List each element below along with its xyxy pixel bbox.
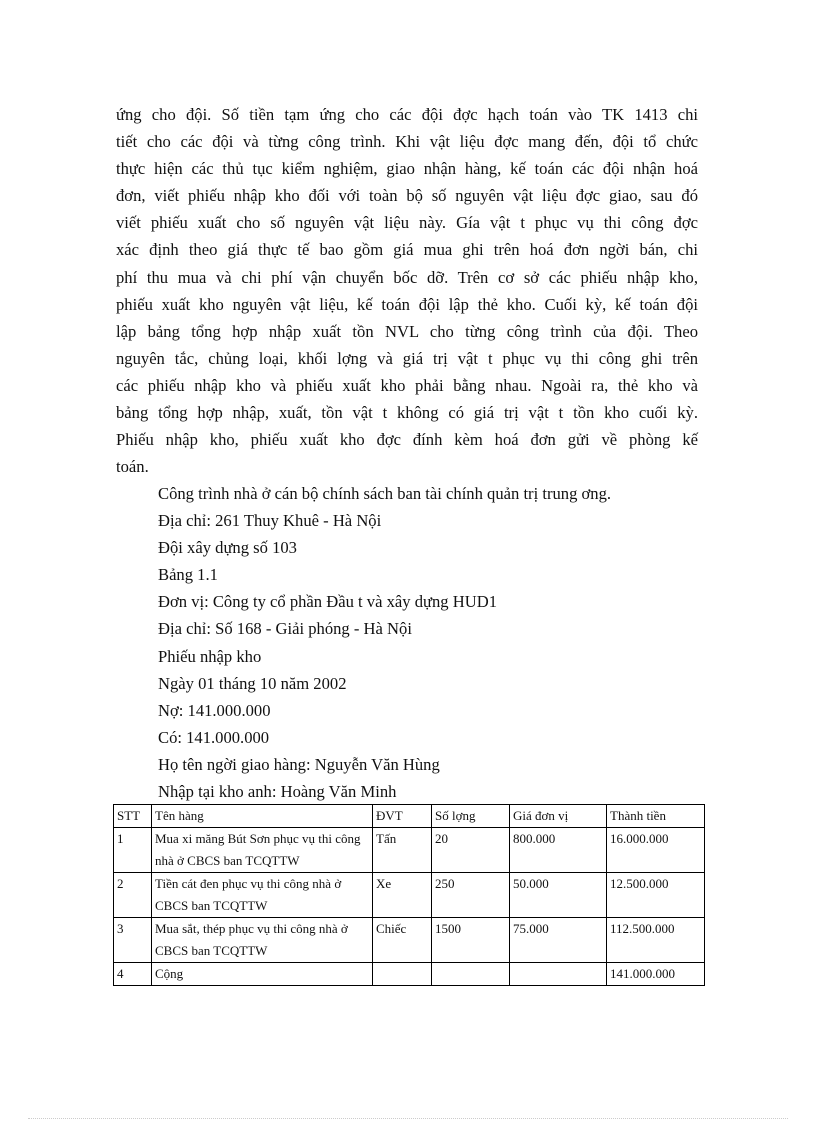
paragraph-line: phiếu xuất kho nguyên vật liệu, kế toán đội lập thẻ kho. Cuối kỳ, kế toán đội xyxy=(116,294,698,314)
table-header-row xyxy=(114,805,705,828)
cell-item-name: Cộng xyxy=(152,963,373,986)
credit-amount: Có: 141.000.000 xyxy=(158,727,270,747)
construction-team: Đội xây dựng số 103 xyxy=(158,538,297,558)
cell-amount: 12.500.000 xyxy=(607,873,705,918)
header-unit-price: Giá đơn vị xyxy=(510,805,607,828)
cell-quantity: 1500 xyxy=(432,918,510,963)
body-paragraph xyxy=(116,101,698,480)
paragraph-line: ứng cho đội. Số tiền tạm ứng cho các đội đợc hạch toán vào TK 1413 chi xyxy=(116,105,698,124)
paragraph-line: bảng tổng hợp nhập, xuất, tồn vật t không có giá trị vật t tồn kho cuối kỳ. xyxy=(116,403,698,423)
receipt-info xyxy=(158,480,611,805)
paragraph-line: xác định theo giá thực tế bao gồm giá mua ghi trên hoá đơn ngời bán, chi xyxy=(116,240,698,260)
header-quantity: Số lợng xyxy=(432,805,510,828)
paragraph-line: thực hiện các thủ tục kiểm nghiệm, giao nhận hàng, kế toán các đội nhận hoá xyxy=(116,159,698,179)
project-address: Địa chỉ: 261 Thuy Khuê - Hà Nội xyxy=(158,511,382,531)
company-unit: Đơn vị: Công ty cổ phần Đầu t và xây dựng HUD1 xyxy=(158,592,497,612)
cell-unit: Tấn xyxy=(373,828,432,873)
table-row xyxy=(114,873,705,918)
cell-stt: 4 xyxy=(114,963,152,986)
cell-unit: Chiếc xyxy=(373,918,432,963)
cell-unit-price xyxy=(510,963,607,986)
receipt-title: Phiếu nhập kho xyxy=(158,646,262,666)
cell-amount: 112.500.000 xyxy=(607,918,705,963)
project-name: Công trình nhà ở cán bộ chính sách ban tài chính quản trị trung ơng. xyxy=(158,484,612,503)
table-caption: Bảng 1.1 xyxy=(158,565,218,585)
cell-stt: 2 xyxy=(114,873,152,918)
page-bottom-rule xyxy=(28,1118,788,1119)
paragraph-line: tiết cho các đội và từng công trình. Khi vật liệu đợc mang đến, đội tổ chức xyxy=(116,132,698,152)
cell-stt: 1 xyxy=(114,828,152,873)
cell-amount: 141.000.000 xyxy=(607,963,705,986)
cell-item-name: Mua xi măng Bút Sơn phục vụ thi công nhà ở CBCS ban TCQTTW xyxy=(152,828,373,873)
header-stt: STT xyxy=(114,805,152,828)
cell-unit xyxy=(373,963,432,986)
header-item-name: Tên hàng xyxy=(152,805,373,828)
cell-unit-price: 50.000 xyxy=(510,873,607,918)
cell-stt: 3 xyxy=(114,918,152,963)
paragraph-line: toán. xyxy=(116,457,149,477)
cell-amount: 16.000.000 xyxy=(607,828,705,873)
paragraph-line: phí thu mua và chi phí vận chuyển bốc dỡ. Trên cơ sở các phiếu nhập kho, xyxy=(116,267,698,287)
table-row xyxy=(114,828,705,873)
paragraph-line: đơn, viết phiếu nhập kho đối với toàn bộ số nguyên vật liệu đợc giao, sau đó xyxy=(116,186,698,206)
header-unit: ĐVT xyxy=(373,805,432,828)
cell-quantity: 250 xyxy=(432,873,510,918)
cell-unit-price: 75.000 xyxy=(510,918,607,963)
cell-quantity xyxy=(432,963,510,986)
cell-item-name: Tiền cát đen phục vụ thi công nhà ở CBCS ban TCQTTW xyxy=(152,873,373,918)
receipt-date: Ngày 01 tháng 10 năm 2002 xyxy=(158,673,347,693)
paragraph-line: nguyên tắc, chủng loại, khối lợng và giá trị vật t phục vụ thi công ghi trên xyxy=(116,348,698,368)
warehouse-keeper: Nhập tại kho anh: Hoàng Văn Minh xyxy=(158,782,397,802)
deliverer-name: Họ tên ngời giao hàng: Nguyễn Văn Hùng xyxy=(158,754,440,774)
cell-quantity: 20 xyxy=(432,828,510,873)
company-address: Địa chỉ: Số 168 - Giải phóng - Hà Nội xyxy=(158,619,412,639)
paragraph-line: lập bảng tổng hợp nhập xuất tồn NVL cho từng công trình của đội. Theo xyxy=(116,321,698,341)
cell-item-name: Mua sắt, thép phục vụ thi công nhà ở CBCS ban TCQTTW xyxy=(152,918,373,963)
goods-receipt-table xyxy=(113,804,705,986)
paragraph-line: Phiếu nhập kho, phiếu xuất kho đợc đính kèm hoá đơn gửi về phòng kế xyxy=(116,430,698,450)
debit-amount: Nợ: 141.000.000 xyxy=(158,700,271,720)
table-total-row xyxy=(114,963,705,986)
paragraph-line: các phiếu nhập kho và phiếu xuất kho phải bằng nhau. Ngoài ra, thẻ kho và xyxy=(116,375,698,395)
header-amount: Thành tiền xyxy=(607,805,705,828)
table-row xyxy=(114,918,705,963)
cell-unit-price: 800.000 xyxy=(510,828,607,873)
paragraph-line: viết phiếu xuất cho số nguyên vật liệu này. Gía vật t phục vụ thi công đợc xyxy=(116,213,698,233)
cell-unit: Xe xyxy=(373,873,432,918)
